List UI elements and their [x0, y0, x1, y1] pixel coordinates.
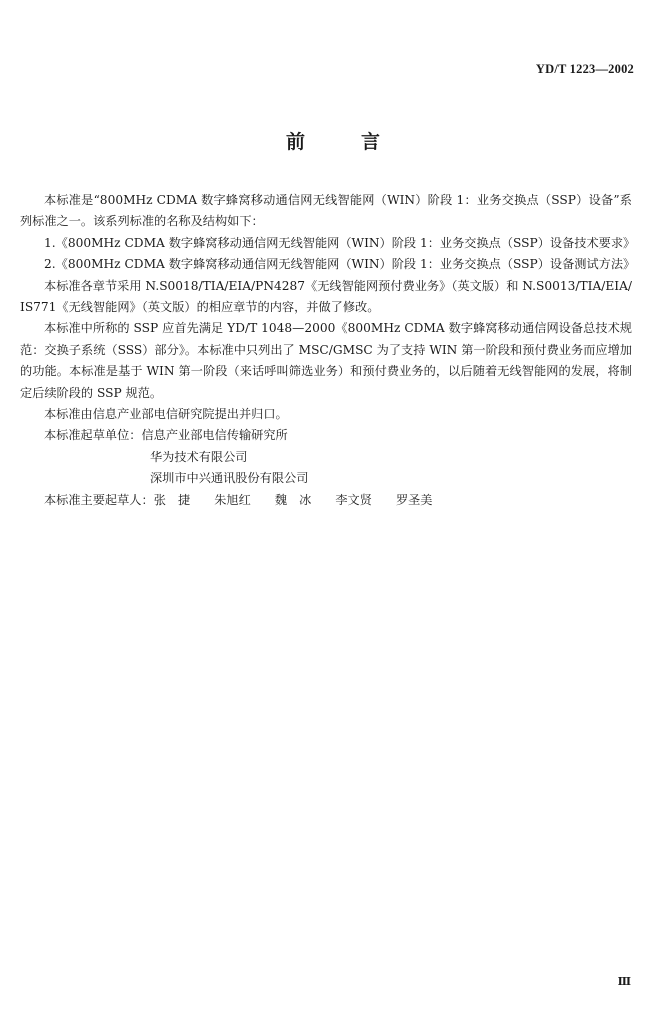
- drafting-units-label: 本标准起草单位：: [44, 428, 142, 443]
- series-item-1: 1.《800MHz CDMA 数字蜂窝移动通信网无线智能网（WIN）阶段 1：业务交换点（SSP）设备技术要求》: [44, 235, 636, 250]
- drafters-label: 本标准主要起草人：: [44, 492, 154, 507]
- intro-paragraph: 本标准是“800MHz CDMA 数字蜂窝移动通信网无线智能网（WIN）阶段 1：业务交换点（SSP）设备”系列标准之一。该系列标准的名称及结构如下：: [20, 193, 632, 229]
- standard-code: YD/T 1223—2002: [535, 62, 634, 76]
- drafter-name: 罗圣美: [395, 492, 433, 507]
- page-title: [0, 127, 666, 154]
- drafting-unit: 信息产业部电信传输研究所: [141, 428, 288, 443]
- drafter-name: 李文贤: [335, 492, 372, 507]
- drafting-unit-row-2: [20, 447, 632, 468]
- page-number: Ⅲ: [617, 976, 630, 988]
- series-item-2: 2.《800MHz CDMA 数字蜂窝移动通信网无线智能网（WIN）阶段 1：业务交换点（SSP）设备测试方法》: [44, 257, 636, 272]
- drafting-unit-row-1: [20, 425, 632, 446]
- chapters-paragraph: 本标准各章节采用 N.S0018/TIA/EIA/PN4287《无线智能网预付费业务》（英文版）和 N.S0013/TIA/EIA/IS771《无线智能网》（英文版）的相应章节的内容，并做了修改。: [20, 278, 632, 315]
- title-char-1: 前: [285, 131, 305, 153]
- drafting-unit-row-3: [20, 468, 632, 489]
- drafter-name: 魏 冰: [274, 492, 312, 507]
- foreword-body: [20, 190, 636, 511]
- drafter-name: 朱旭红: [214, 492, 251, 507]
- proposed-by: 本标准由信息产业部电信研究院提出并归口。: [44, 407, 288, 422]
- drafters-row: [20, 490, 632, 511]
- ssp-paragraph: 本标准中所称的 SSP 应首先满足 YD/T 1048—2000《800MHz CDMA 数字蜂窝移动通信网设备总技术规范：交换子系统（SSS）部分》。本标准中只列出了 MSC/GMSC 为了支持 WIN 第一阶段和预付费业务而应增加的功能。本标准是基于 WIN 第一阶段（来话呼叫筛选业务）和预付费业务的，以后随着无线智能网的发展，将制定后续阶段的 SSP 规范。: [20, 321, 632, 400]
- title-char-2: 言: [361, 131, 381, 153]
- drafting-unit: 深圳市中兴通讯股份有限公司: [150, 471, 309, 486]
- drafter-name: 张 捷: [153, 492, 191, 507]
- drafting-unit: 华为技术有限公司: [150, 449, 248, 464]
